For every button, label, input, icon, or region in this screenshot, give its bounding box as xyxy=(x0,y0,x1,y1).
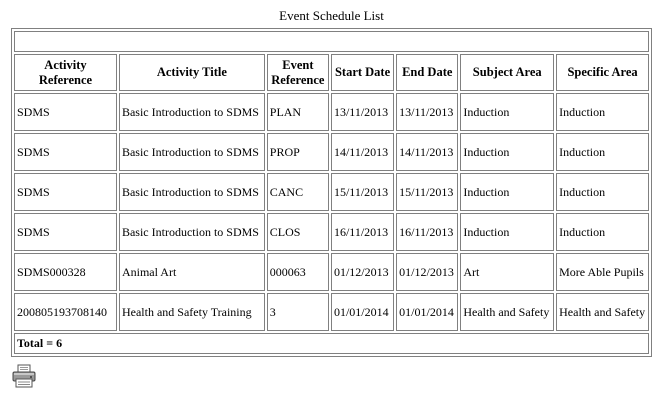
cell-activity-reference: SDMS xyxy=(14,173,117,211)
header-row xyxy=(14,54,649,91)
blank-row xyxy=(14,31,649,52)
cell-activity-reference: SDMS xyxy=(14,133,117,171)
cell-end-date: 16/11/2013 xyxy=(396,213,458,251)
cell-start-date: 13/11/2013 xyxy=(331,93,394,131)
cell-event-reference: 000063 xyxy=(267,253,329,291)
cell-end-date: 14/11/2013 xyxy=(396,133,458,171)
cell-start-date: 01/01/2014 xyxy=(331,293,394,331)
cell-specific-area: Induction xyxy=(556,93,649,131)
cell-start-date: 14/11/2013 xyxy=(331,133,394,171)
column-header-start-date: Start Date xyxy=(331,54,394,91)
total-row xyxy=(14,333,649,354)
column-header-end-date: End Date xyxy=(396,54,458,91)
cell-activity-reference: SDMS xyxy=(14,213,117,251)
cell-specific-area: Induction xyxy=(556,133,649,171)
cell-activity-reference: 200805193708140 xyxy=(14,293,117,331)
table-row xyxy=(14,253,649,291)
printer-icon[interactable] xyxy=(11,364,37,388)
column-header-subject-area: Subject Area xyxy=(460,54,554,91)
cell-event-reference: PROP xyxy=(267,133,329,171)
cell-activity-reference: SDMS000328 xyxy=(14,253,117,291)
column-header-activity-title: Activity Title xyxy=(119,54,265,91)
cell-activity-title: Basic Introduction to SDMS xyxy=(119,213,265,251)
cell-end-date: 01/01/2014 xyxy=(396,293,458,331)
cell-subject-area: Art xyxy=(460,253,554,291)
blank-cell xyxy=(14,31,649,52)
page-title: Event Schedule List xyxy=(279,8,384,23)
cell-subject-area: Induction xyxy=(460,93,554,131)
cell-start-date: 16/11/2013 xyxy=(331,213,394,251)
cell-event-reference: CLOS xyxy=(267,213,329,251)
cell-activity-title: Health and Safety Training xyxy=(119,293,265,331)
column-header-event-reference: Event Reference xyxy=(267,54,329,91)
cell-activity-title: Basic Introduction to SDMS xyxy=(119,173,265,211)
cell-start-date: 01/12/2013 xyxy=(331,253,394,291)
cell-event-reference: PLAN xyxy=(267,93,329,131)
cell-activity-title: Basic Introduction to SDMS xyxy=(119,93,265,131)
table-row xyxy=(14,213,649,251)
cell-end-date: 01/12/2013 xyxy=(396,253,458,291)
cell-specific-area: Induction xyxy=(556,213,649,251)
table-row xyxy=(14,293,649,331)
event-schedule-table xyxy=(11,28,652,357)
column-header-activity-reference: Activity Reference xyxy=(14,54,117,91)
table-row xyxy=(14,133,649,171)
cell-subject-area: Induction xyxy=(460,213,554,251)
column-header-specific-area: Specific Area xyxy=(556,54,649,91)
cell-event-reference: 3 xyxy=(267,293,329,331)
total-count: Total = 6 xyxy=(14,333,649,354)
cell-subject-area: Induction xyxy=(460,173,554,211)
cell-start-date: 15/11/2013 xyxy=(331,173,394,211)
cell-event-reference: CANC xyxy=(267,173,329,211)
table-row xyxy=(14,93,649,131)
cell-specific-area: Induction xyxy=(556,173,649,211)
cell-end-date: 13/11/2013 xyxy=(396,93,458,131)
cell-subject-area: Induction xyxy=(460,133,554,171)
cell-end-date: 15/11/2013 xyxy=(396,173,458,211)
cell-activity-reference: SDMS xyxy=(14,93,117,131)
cell-specific-area: Health and Safety xyxy=(556,293,649,331)
cell-activity-title: Animal Art xyxy=(119,253,265,291)
cell-specific-area: More Able Pupils xyxy=(556,253,649,291)
cell-activity-title: Basic Introduction to SDMS xyxy=(119,133,265,171)
table-row xyxy=(14,173,649,211)
cell-subject-area: Health and Safety xyxy=(460,293,554,331)
